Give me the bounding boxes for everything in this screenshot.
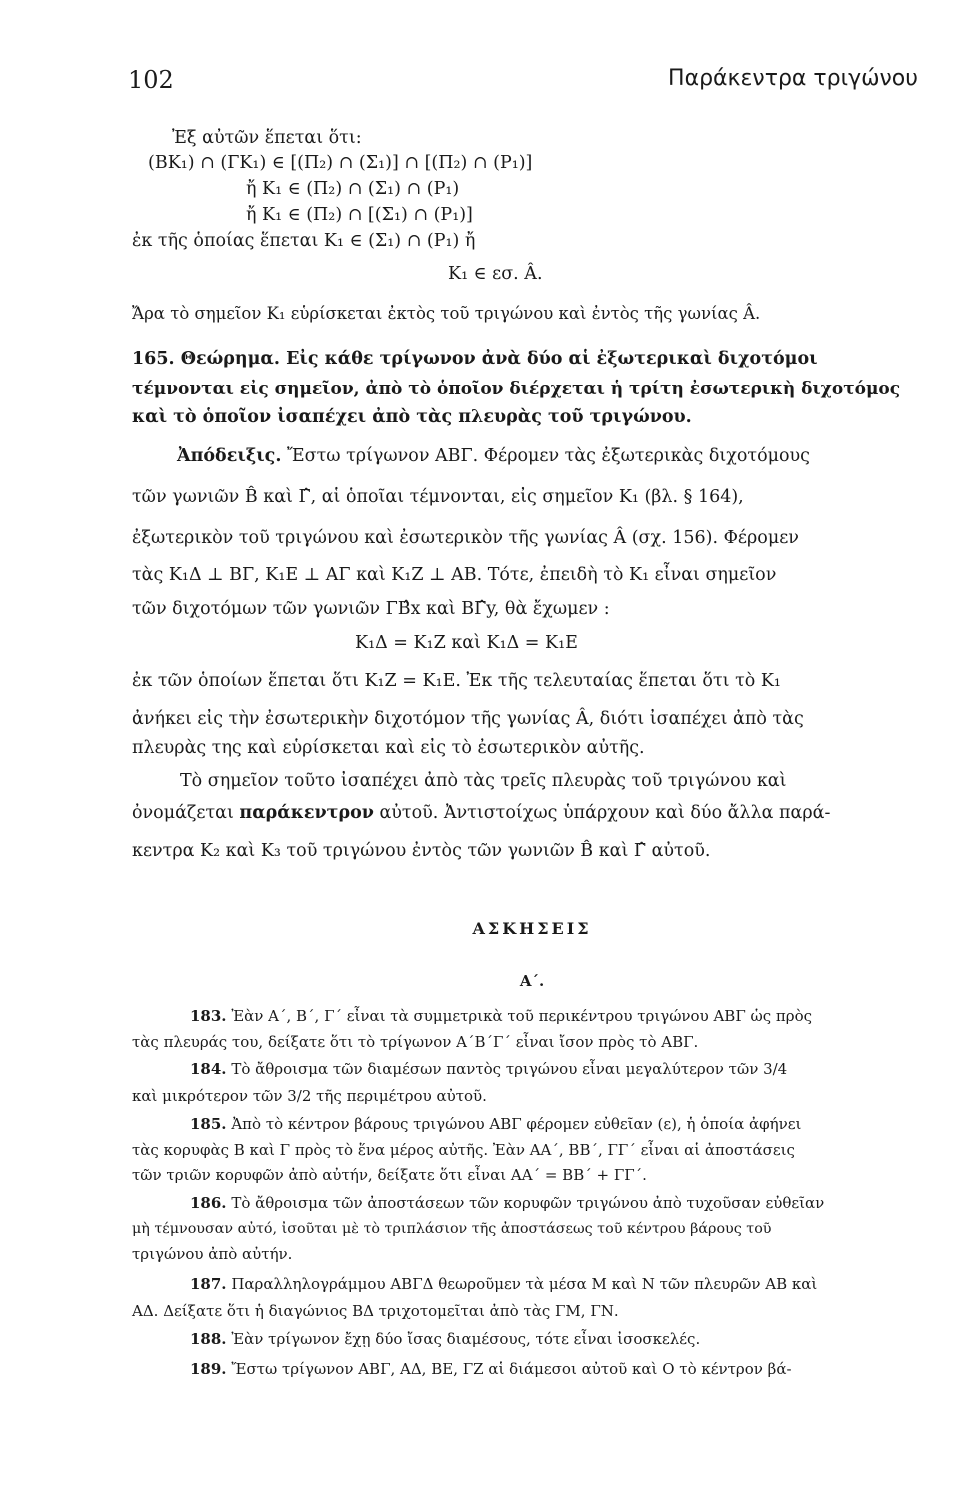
proof-line: κεντρα K₂ καὶ K₃ τοῦ τριγώνου ἐντὸς τῶν γωνιῶν B̂ καὶ Γ̂ αὐτοῦ. <box>132 841 711 861</box>
exercise-text: Τὸ ἄθροισμα τῶν ἀποστάσεων τῶν κορυφῶν τριγώνου ἀπὸ τυχοῦσαν εὐθεῖαν <box>231 1194 825 1212</box>
theorem-number: 165. <box>132 349 175 369</box>
theorem-statement: τέμνονται εἰς σημεῖον, ἀπὸ τὸ ὁποῖον διέρχεται ἡ τρίτη ἐσωτερικὴ διχοτόμος <box>132 379 901 399</box>
set-expression: K₁ ∈ εσ. Â. <box>448 264 543 284</box>
exercise-text: Ἔστω τρίγωνον ΑΒΓ, ΑΔ, ΒΕ, ΓΖ αἱ διάμεσοι αὐτοῦ καὶ Ο τὸ κέντρον βά- <box>231 1360 792 1378</box>
theorem-statement: Εἰς κάθε τρίγωνον ἀνὰ δύο αἱ ἐξωτερικαὶ διχοτόμοι <box>286 349 818 369</box>
exercise-185 <box>190 1113 801 1135</box>
exercise-number: 186. <box>190 1194 227 1212</box>
exercise-text: τὰς κορυφὰς Β καὶ Γ πρὸς τὸ ἕνα μέρος αὐτῆς. Ἐὰν ΑΑ΄, ΒΒ΄, ΓΓ΄ εἶναι αἱ ἀποστάσεις <box>132 1141 795 1159</box>
proof-first-line <box>177 445 810 467</box>
exercises-group: Α΄. <box>519 972 545 990</box>
exercise-188 <box>190 1328 700 1350</box>
set-expression: ἤ K₁ ∈ (Π₂) ∩ [(Σ₁) ∩ (P₁)] <box>246 205 473 225</box>
proof-text: Ἔστω τρίγωνον ΑΒΓ. Φέρομεν τὰς ἐξωτερικὰς διχοτόμους <box>287 446 810 466</box>
exercise-text: τῶν τριῶν κορυφῶν ἀπὸ αὐτήν, δείξατε ὅτι εἶναι ΑΑ΄ = ΒΒ΄ + ΓΓ΄. <box>132 1166 647 1184</box>
exercise-number: 183. <box>190 1007 227 1025</box>
exercise-text: Ἐὰν Α΄, Β΄, Γ΄ εἶναι τὰ συμμετρικὰ τοῦ περικέντρου τριγώνου ΑΒΓ ὡς πρὸς <box>231 1007 812 1025</box>
exercise-184 <box>190 1058 787 1080</box>
set-expression: (BK₁) ∩ (ΓK₁) ∈ [(Π₂) ∩ (Σ₁)] ∩ [(Π₂) ∩ (P₁)] <box>148 153 533 173</box>
intro-conclusion: Ἄρα τὸ σημεῖον K₁ εὑρίσκεται ἐκτὸς τοῦ τριγώνου καὶ ἐντὸς τῆς γωνίας Â. <box>132 304 761 323</box>
proof-text: ὀνομάζεται <box>132 803 240 823</box>
theorem-heading <box>132 348 818 370</box>
intro-line: ἐκ τῆς ὁποίας ἕπεται K₁ ∈ (Σ₁) ∩ (P₁) ἤ <box>132 231 476 251</box>
proof-text: αὐτοῦ. Ἀντιστοίχως ὑπάρχουν καὶ δύο ἄλλα παρά- <box>373 803 831 823</box>
proof-line: ἐξωτερικὸν τοῦ τριγώνου καὶ ἐσωτερικὸν τῆς γωνίας Â (σχ. 156). Φέρομεν <box>132 528 799 548</box>
proof-line: ἐκ τῶν ὁποίων ἕπεται ὅτι K₁Ζ = K₁Ε. Ἐκ τῆς τελευταίας ἕπεται ὅτι τὸ K₁ <box>132 671 781 691</box>
exercise-text: τὰς πλευράς του, δείξατε ὅτι τὸ τρίγωνον Α΄Β΄Γ΄ εἶναι ἴσον πρὸς τὸ ΑΒΓ. <box>132 1033 699 1051</box>
exercise-183 <box>190 1005 812 1027</box>
running-title: Παράκεντρα τριγώνου <box>668 66 918 91</box>
exercise-text: Ἐὰν τρίγωνον ἔχῃ δύο ἴσας διαμέσους, τότε εἶναι ἰσοσκελές. <box>231 1330 701 1348</box>
proof-line: Τὸ σημεῖον τοῦτο ἰσαπέχει ἀπὸ τὰς τρεῖς πλευρὰς τοῦ τριγώνου καὶ <box>180 771 787 791</box>
theorem-title: Θεώρημα. <box>180 349 280 369</box>
proof-line: τῶν γωνιῶν B̂ καὶ Γ̂, αἱ ὁποῖαι τέμνονται, εἰς σημεῖον K₁ (βλ. § 164), <box>132 487 744 507</box>
exercise-text: Τὸ ἄθροισμα τῶν διαμέσων παντὸς τριγώνου εἶναι μεγαλύτερον τῶν 3/4 <box>231 1060 788 1078</box>
exercise-187 <box>190 1273 817 1295</box>
exercises-heading: ΑΣΚΗΣΕΙΣ <box>472 919 592 938</box>
proof-equation: K₁Δ = K₁Ζ καὶ K₁Δ = K₁Ε <box>355 633 578 653</box>
exercise-number: 185. <box>190 1115 227 1133</box>
exercise-number: 189. <box>190 1360 227 1378</box>
exercise-189 <box>190 1358 792 1380</box>
proof-naming-line <box>132 802 830 824</box>
proof-line: ἀνήκει εἰς τὴν ἐσωτερικὴν διχοτόμον τῆς γωνίας Â, διότι ἰσαπέχει ἀπὸ τὰς <box>132 709 804 729</box>
proof-line: τῶν διχοτόμων τῶν γωνιῶν ΓΒ̂x καὶ ΒΓ̂y, θὰ ἔχωμεν : <box>132 599 610 619</box>
exercise-text: τριγώνου ἀπὸ αὐτήν. <box>132 1245 293 1263</box>
exercise-text: ΑΔ. Δείξατε ὅτι ἡ διαγώνιος ΒΔ τριχοτομεῖται ἀπὸ τὰς ΓΜ, ΓΝ. <box>132 1302 619 1320</box>
exercise-number: 184. <box>190 1060 227 1078</box>
exercise-number: 187. <box>190 1275 227 1293</box>
exercise-text: Ἀπὸ τὸ κέντρον βάρους τριγώνου ΑΒΓ φέρομεν εὐθεῖαν (ε), ἡ ὁποία ἀφήνει <box>231 1115 802 1133</box>
page-number: 102 <box>128 66 174 94</box>
proof-label: Ἀπόδειξις. <box>177 446 282 466</box>
intro-line: Ἐξ αὐτῶν ἕπεται ὅτι: <box>172 128 362 148</box>
exercise-text: Παραλληλογράμμου ΑΒΓΔ θεωροῦμεν τὰ μέσα Μ καὶ Ν τῶν πλευρῶν ΑΒ καὶ <box>231 1275 818 1293</box>
exercise-text: καὶ μικρότερον τῶν 3/2 τῆς περιμέτρου αὐτοῦ. <box>132 1087 487 1105</box>
term-paracenter: παράκεντρον <box>239 803 374 823</box>
proof-line: πλευρὰς της καὶ εὑρίσκεται καὶ εἰς τὸ ἐσωτερικὸν αὐτῆς. <box>132 738 645 758</box>
proof-line: τὰς K₁Δ ⊥ ΒΓ, K₁Ε ⊥ ΑΓ καὶ K₁Ζ ⊥ ΑΒ. Τότε, ἐπειδὴ τὸ K₁ εἶναι σημεῖον <box>132 565 777 585</box>
set-expression: ἤ K₁ ∈ (Π₂) ∩ (Σ₁) ∩ (P₁) <box>246 179 460 199</box>
exercise-text: μὴ τέμνουσαν αὐτό, ἰσοῦται μὲ τὸ τριπλάσιον τῆς ἀποστάσεως τοῦ κέντρου βάρους τοῦ <box>132 1221 772 1237</box>
exercise-186 <box>190 1192 824 1214</box>
page-header <box>128 66 918 100</box>
exercise-number: 188. <box>190 1330 227 1348</box>
theorem-statement: καὶ τὸ ὁποῖον ἰσαπέχει ἀπὸ τὰς πλευρὰς τοῦ τριγώνου. <box>132 407 692 427</box>
